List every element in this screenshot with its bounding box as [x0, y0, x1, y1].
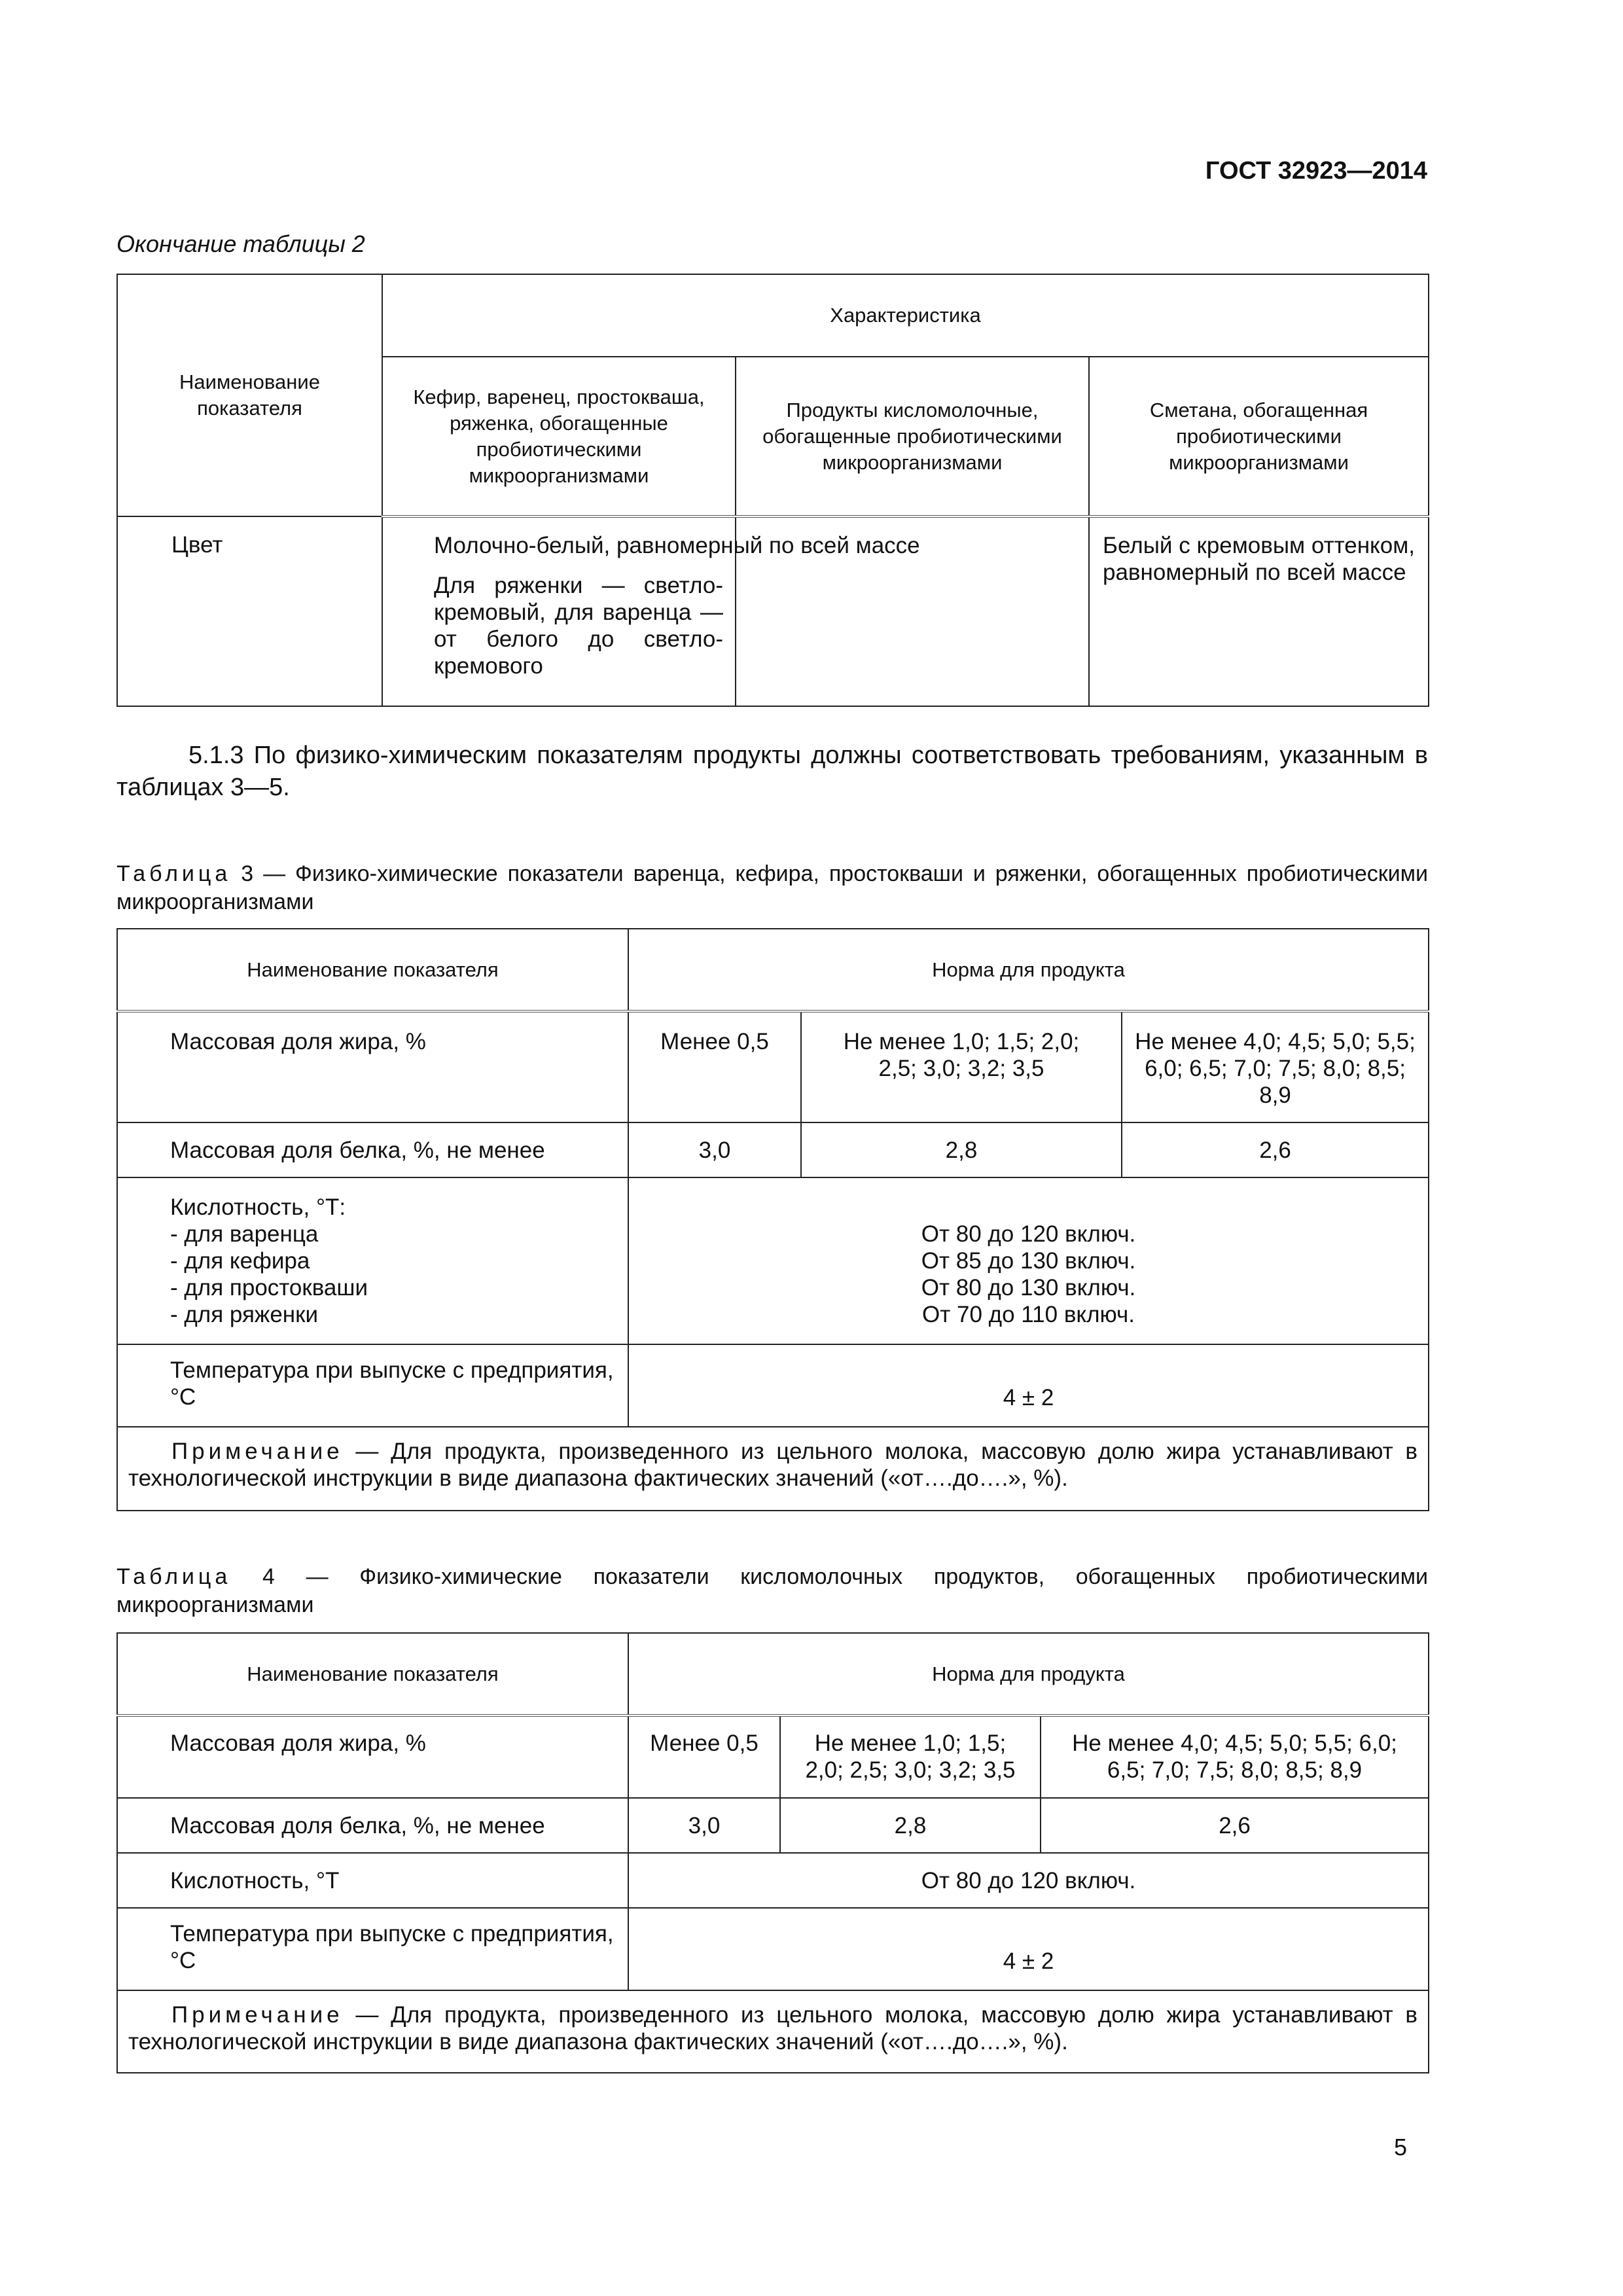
t3-acidity-item: - для варенца — [170, 1221, 319, 1247]
header-indicator-name: Наименование показателя — [117, 274, 382, 516]
table-4 — [116, 1632, 1429, 2073]
row-color-label: Цвет — [117, 516, 382, 706]
color-common-text: Молочно-белый, равномерный по всей массе — [434, 533, 920, 558]
table3-caption-text: 3 — Физико-химические показатели варенца, кефира, простокваши и ряженки, обогащенных пробиотическими микроорганизмами — [116, 861, 1428, 914]
t3-acidity-item: - для ряженки — [170, 1302, 318, 1327]
t4-temp-value: 4 ± 2 — [628, 1908, 1429, 1990]
t3-fat-mid: Не менее 1,0; 1,5; 2,0; 2,5; 3,0; 3,2; 3,5 — [801, 1011, 1122, 1122]
table4-caption-text: 4 — Физико-химические показатели кисломолочных продуктов, обогащенных пробиотическими микроорганизмами — [116, 1564, 1428, 1617]
t4-protein-high: 2,6 — [1041, 1798, 1429, 1853]
header-kefir-group: Кефир, варенец, простокваша, ряженка, обогащенные пробиотическими микроорганизмами — [382, 357, 736, 516]
t3-header-indicator: Наименование показателя — [117, 929, 628, 1011]
t4-protein-low: 3,0 — [628, 1798, 780, 1853]
header-characteristic: Характеристика — [382, 274, 1429, 357]
t3-acidity-item: - для кефира — [170, 1248, 310, 1274]
t3-protein-low: 3,0 — [628, 1122, 801, 1177]
t4-fat-mid: Не менее 1,0; 1,5; 2,0; 2,5; 3,0; 3,2; 3,5 — [780, 1715, 1041, 1798]
t3-fat-label: Массовая доля жира, % — [117, 1011, 628, 1122]
t4-temp-label: Температура при выпуске с предприятия, °С — [117, 1908, 628, 1990]
row-color-kefir — [382, 516, 920, 706]
t4-fat-high: Не менее 4,0; 4,5; 5,0; 5,5; 6,0; 6,5; 7,0; 7,5; 8,0; 8,5; 8,9 — [1041, 1715, 1429, 1798]
t3-protein-label: Массовая доля белка, %, не менее — [117, 1122, 628, 1177]
t3-acidity-value: От 85 до 130 включ. — [921, 1248, 1136, 1274]
table3-caption-prefix: Таблица — [116, 861, 232, 886]
paragraph-5-1-3: 5.1.3 По физико-химическим показателям продукты должны соответствовать требованиям, указанным в таблицах 3—5. — [116, 742, 1428, 801]
t3-acidity-cell — [117, 1177, 628, 1344]
color-note-text: Для ряженки — светло-кремовый, для варенца — от белого до светло-кремового — [434, 573, 723, 679]
table-3 — [116, 928, 1429, 1511]
header-sour-cream: Сметана, обогащенная пробиотическими микроорганизмами — [1089, 357, 1429, 516]
table2-continuation-caption: Окончание таблицы 2 — [116, 230, 365, 257]
t3-protein-mid: 2,8 — [801, 1122, 1122, 1177]
t3-note-prefix: Примечание — [171, 1439, 344, 1464]
t3-acidity-value: От 80 до 130 включ. — [921, 1275, 1136, 1300]
t4-protein-mid: 2,8 — [780, 1798, 1041, 1853]
table4-caption-prefix: Таблица — [116, 1564, 232, 1589]
header-fermented-products: Продукты кисломолочные, обогащенные пробиотическими микроорганизмами — [736, 357, 1089, 516]
t3-fat-high: Не менее 4,0; 4,5; 5,0; 5,5; 6,0; 6,5; 7,0; 7,5; 8,0; 8,5; 8,9 — [1122, 1011, 1429, 1122]
t3-header-norm: Норма для продукта — [628, 929, 1429, 1011]
t3-protein-high: 2,6 — [1122, 1122, 1429, 1177]
t4-fat-low: Менее 0,5 — [628, 1715, 780, 1798]
t4-protein-label: Массовая доля белка, %, не менее — [117, 1798, 628, 1853]
t3-fat-low: Менее 0,5 — [628, 1011, 801, 1122]
t4-note — [117, 1990, 1429, 2073]
t3-note — [117, 1427, 1429, 1511]
t3-note-text: — Для продукта, произведенного из цельного молока, массовую долю жира устанавливают в технологической инструкции в виде диапазона фактических значений («от….до….», %). — [128, 1439, 1418, 1491]
t4-header-norm: Норма для продукта — [628, 1633, 1429, 1715]
t4-acidity-value: От 80 до 120 включ. — [628, 1853, 1429, 1908]
t4-header-indicator: Наименование показателя — [117, 1633, 628, 1715]
t3-temp-label: Температура при выпуске с предприятия, °С — [117, 1344, 628, 1427]
t3-acidity-values — [628, 1177, 1429, 1344]
document-id: ГОСТ 32923—2014 — [1205, 157, 1427, 185]
row-color-sour-cream: Белый с кремовым оттенком, равномерный по всей массе — [1089, 516, 1429, 706]
table-2-end — [116, 274, 1429, 707]
t3-temp-value: 4 ± 2 — [628, 1344, 1429, 1427]
t3-acidity-value: От 70 до 110 включ. — [922, 1302, 1135, 1327]
t3-acidity-item: - для простокваши — [170, 1275, 368, 1300]
page-number: 5 — [1394, 2134, 1408, 2161]
t3-acidity-value: От 80 до 120 включ. — [921, 1221, 1136, 1247]
table3-caption — [116, 860, 1428, 916]
t4-acidity-label: Кислотность, °Т — [117, 1853, 628, 1908]
table4-caption — [116, 1563, 1428, 1619]
t4-fat-label: Массовая доля жира, % — [117, 1715, 628, 1798]
t4-note-text: — Для продукта, произведенного из цельного молока, массовую долю жира устанавливают в технологической инструкции в виде диапазона фактических значений («от….до….», %). — [128, 2002, 1418, 2054]
t3-acidity-label: Кислотность, °Т: — [170, 1194, 346, 1220]
t4-note-prefix: Примечание — [171, 2002, 344, 2028]
